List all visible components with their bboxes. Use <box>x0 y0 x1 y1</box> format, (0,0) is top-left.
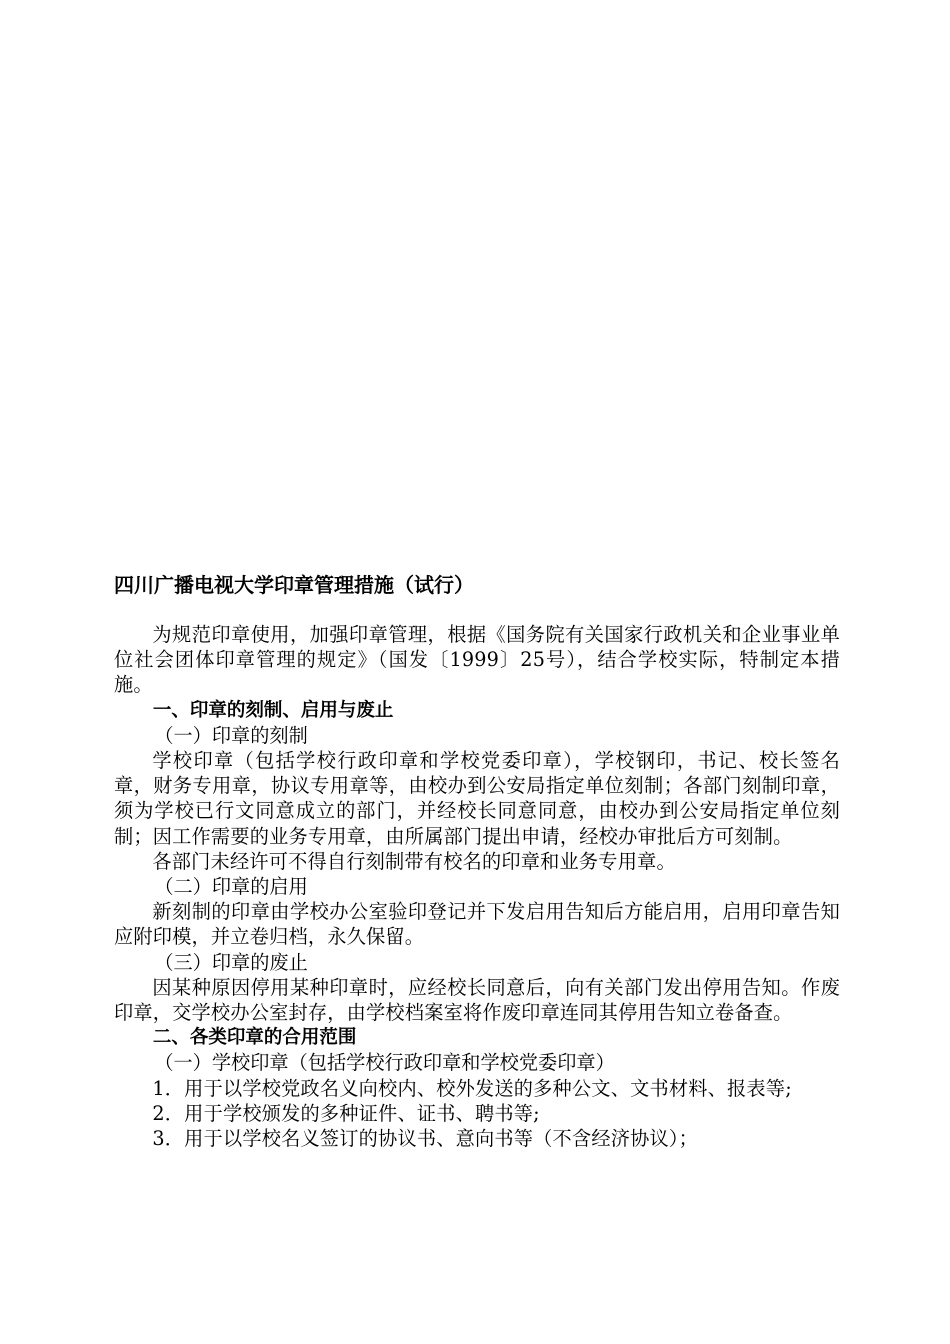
section-1-sub-1-heading: （一）印章的刻制 <box>154 723 308 747</box>
section-1-heading: 一、印章的刻制、启用与废止 <box>152 699 394 721</box>
intro-paragraph: 为规范印章使用，加强印章管理，根据《国务院有关国家行政机关和企业事业单位社会团体印章管理的规定》（国发〔1999〕25号），结合学校实际，特制定本措施。 <box>114 623 840 697</box>
section-1-sub-2-heading: （二）印章的启用 <box>154 875 308 899</box>
section-1-sub-2-paragraph-1: 新刻制的印章由学校办公室验印登记并下发启用告知后方能启用，启用印章告知应附印模，并立卷归档，永久保留。 <box>114 900 840 949</box>
section-2-item-2: 2．用于学校颁发的多种证件、证书、聘书等; <box>152 1101 540 1125</box>
section-2-item-3: 3．用于以学校名义签订的协议书、意向书等（不含经济协议）； <box>152 1127 699 1151</box>
section-1-sub-1-paragraph-2: 各部门未经许可不得自行刻制带有校名的印章和业务专用章。 <box>152 849 676 873</box>
section-2-heading: 二、各类印章的合用范围 <box>152 1027 357 1049</box>
section-2-item-1: 1．用于以学校党政名义向校内、校外发送的多种公文、文书材料、报表等; <box>152 1076 792 1100</box>
section-1-sub-3-paragraph-1: 因某种原因停用某种印章时，应经校长同意后，向有关部门发出停用告知。作废印章，交学校办公室封存，由学校档案室将作废印章连同其停用告知立卷备查。 <box>114 975 840 1025</box>
section-1-sub-3-heading: （三）印章的废止 <box>154 950 308 974</box>
section-1-sub-1-paragraph-1: 学校印章（包括学校行政印章和学校党委印章），学校钢印，书记、校长签名章，财务专用章，协议专用章等，由校办到公安局指定单位刻制；各部门刻制印章，须为学校已行文同意成立的部门，并经校长同意同意，由校办到公安局指定单位刻制；因工作需要的业务专用章，由所属部门提出申请，经校办审批后方可刻制。 <box>114 749 840 848</box>
section-2-sub-1-heading: （一）学校印章（包括学校行政印章和学校党委印章） <box>154 1051 615 1075</box>
document-title: 四川广播电视大学印章管理措施（试行） <box>114 573 474 597</box>
document-body <box>114 568 840 1151</box>
